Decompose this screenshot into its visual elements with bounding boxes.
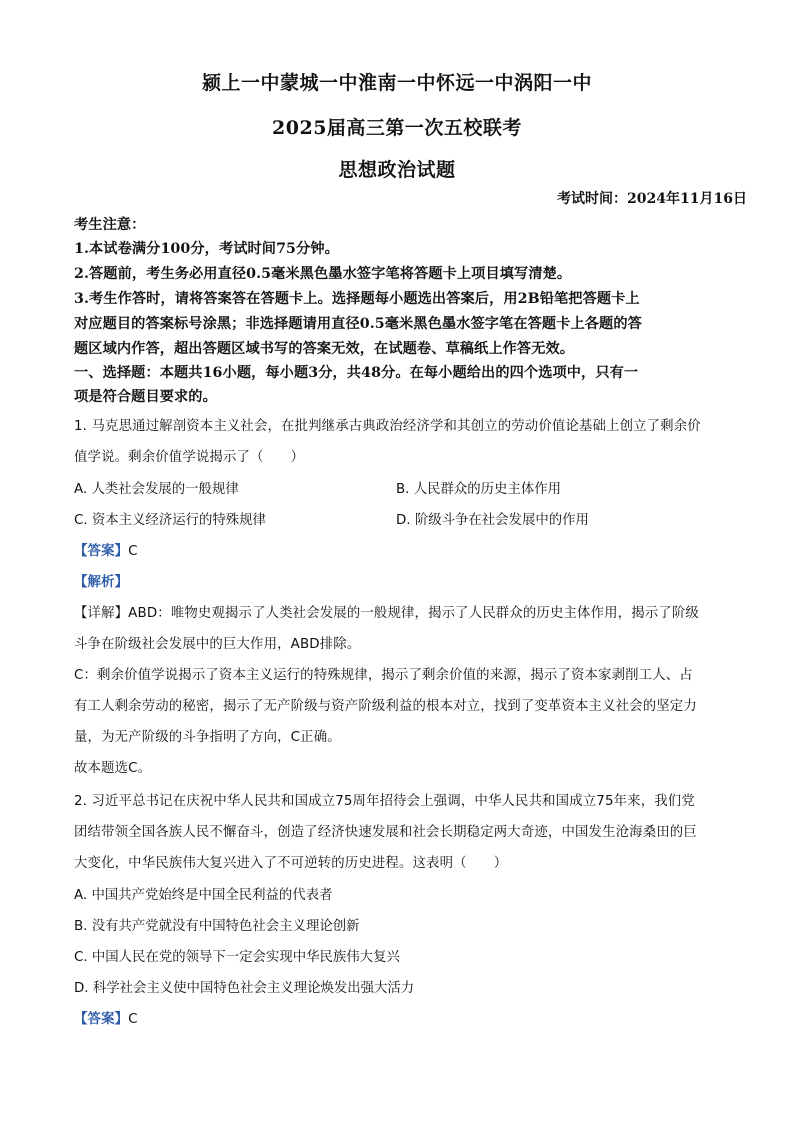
q2-option-a: A. 中国共产党始终是中国全民利益的代表者	[74, 888, 333, 903]
q1-conclusion: 故本题选C。	[74, 761, 152, 776]
q1-option-d: D. 阶级斗争在社会发展中的作用	[396, 513, 589, 528]
q1-option-c: C. 资本主义经济运行的特殊规律	[74, 513, 266, 528]
section1-heading-line2: 项是符合题目要求的。	[74, 389, 217, 405]
q1-detail-line2: 斗争在阶级社会发展中的巨大作用，ABD排除。	[74, 637, 361, 652]
q2-answer-value: C	[128, 1012, 138, 1027]
notice-item-3-cont-1: 对应题目的答案标号涂黑；非选择题请用直径0.5毫米黑色墨水签字笔在答题卡上各题的答	[74, 316, 642, 332]
q2-stem-line3: 大变化，中华民族伟大复兴进入了不可逆转的历史进程。这表明（ ）	[74, 856, 508, 871]
q2-option-d: D. 科学社会主义使中国特色社会主义理论焕发出强大活力	[74, 981, 415, 996]
answer-tag: 【答案】	[74, 1012, 129, 1027]
q1-detail-line5: 量，为无产阶级的斗争指明了方向，C正确。	[74, 730, 341, 745]
q2-option-c: C. 中国人民在党的领导下一定会实现中华民族伟大复兴	[74, 950, 400, 965]
schools-title: 颍上一中蒙城一中淮南一中怀远一中涡阳一中	[201, 72, 592, 94]
answer-tag: 【答案】	[74, 544, 129, 559]
notice-item-3-cont-2: 题区域内作答，超出答题区域书写的答案无效，在试题卷、草稿纸上作答无效。	[74, 341, 575, 357]
notice-item-1: 1.本试卷满分100分，考试时间75分钟。	[74, 241, 339, 257]
q1-option-a: A. 人类社会发展的一般规律	[74, 482, 239, 497]
q2-stem-line2: 团结带领全国各族人民不懈奋斗，创造了经济快速发展和社会长期稳定两大奇迹，中国发生沧海桑田的巨	[74, 825, 697, 840]
q1-option-b: B. 人民群众的历史主体作用	[396, 482, 561, 497]
analysis-tag: 【解析】	[74, 575, 129, 590]
q2-answer-line	[74, 1008, 138, 1027]
notice-title: 考生注意：	[74, 217, 146, 233]
q2-option-b: B. 没有共产党就没有中国特色社会主义理论创新	[74, 919, 360, 934]
section1-heading-line1: 一、选择题：本题共16小题，每小题3分，共48分。在每小题给出的四个选项中，只有一	[74, 365, 639, 381]
q1-detail-line1	[74, 602, 699, 621]
detail-tag: 【详解】	[74, 606, 129, 621]
q2-stem-line1: 2. 习近平总书记在庆祝中华人民共和国成立75周年招待会上强调，中华人民共和国成立75年来，我们党	[74, 794, 695, 809]
notice-item-3: 3.考生作答时，请将答案答在答题卡上。选择题每小题选出答案后，用2B铅笔把答题卡上	[74, 291, 640, 307]
exam-name-title: 2025届高三第一次五校联考	[272, 117, 522, 139]
q1-detail-text1: ABD：唯物史观揭示了人类社会发展的一般规律，揭示了人民群众的历史主体作用，揭示了阶级	[128, 606, 699, 621]
q1-answer-value: C	[128, 544, 138, 559]
q1-answer-line	[74, 540, 138, 559]
q1-stem-line1: 1. 马克思通过解剖资本主义社会，在批判继承古典政治经济学和其创立的劳动价值论基础上创立了剩余价	[74, 419, 701, 434]
q1-detail-line3: C：剩余价值学说揭示了资本主义运行的特殊规律，揭示了剩余价值的来源，揭示了资本家剥削工人、占	[74, 668, 693, 683]
q1-analysis-line	[74, 571, 128, 590]
q1-detail-line4: 有工人剩余劳动的秘密，揭示了无产阶级与资产阶级利益的根本对立，找到了变革资本主义社会的坚定力	[74, 699, 697, 714]
q1-stem-line2: 值学说。剩余价值学说揭示了（ ）	[74, 450, 305, 465]
subject-title: 思想政治试题	[338, 159, 456, 181]
notice-item-2: 2.答题前，考生务必用直径0.5毫米黑色墨水签字笔将答题卡上项目填写清楚。	[74, 266, 572, 282]
exam-time: 考试时间：2024年11月16日	[557, 191, 747, 207]
